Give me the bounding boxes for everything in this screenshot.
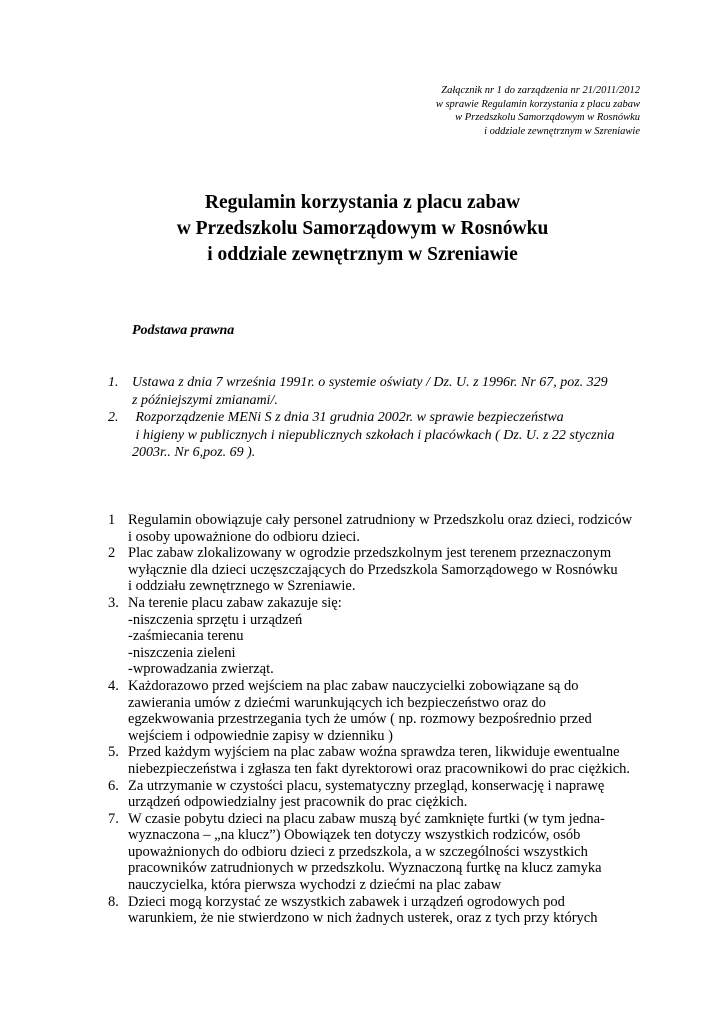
- rule-line: niebezpieczeństwa i zgłasza ten fakt dyrektorowi oraz pracownikowi do prac ciężkich.: [128, 760, 631, 777]
- legal-basis-item: [108, 374, 668, 409]
- legal-basis-heading: Podstawa prawna: [132, 323, 235, 338]
- rule-number: 2: [108, 545, 116, 562]
- rule-number: 1: [108, 512, 116, 528]
- rule-line: Każdorazowo przed wejściem na plac zabaw nauczycielki zobowiązane są do: [128, 677, 579, 694]
- rule-number: 6.: [108, 777, 119, 794]
- item-line: 2003r.. Nr 6,poz. 69 ).: [132, 445, 256, 460]
- rule-line: i osoby upoważnione do odbioru dzieci.: [128, 528, 360, 545]
- rule-line: -niszczenia sprzętu i urządzeń: [128, 611, 303, 628]
- item-line: Rozporządzenie MENi S z dnia 31 grudnia 2002r. w sprawie bezpieczeństwa: [132, 410, 564, 425]
- rule-item: [104, 778, 664, 811]
- rule-number: 5.: [108, 744, 119, 761]
- rule-item: [104, 545, 664, 595]
- rule-line: -wprowadzania zwierząt.: [128, 661, 274, 678]
- rule-line: W czasie pobytu dzieci na placu zabaw muszą być zamknięte furtki (w tym jedna-: [128, 810, 605, 827]
- rule-line: egzekwowania przestrzegania tych że umów ( np. rozmowy bezpośrednio przed: [128, 711, 592, 728]
- rule-item: [104, 744, 664, 777]
- item-line: Ustawa z dnia 7 września 1991r. o systemie oświaty / Dz. U. z 1996r. Nr 67, poz. 329: [132, 375, 608, 390]
- item-number: 2.: [108, 410, 119, 425]
- rule-line: Dzieci mogą korzystać ze wszystkich zabawek i urządzeń ogrodowych pod: [128, 893, 565, 910]
- rule-item: [104, 595, 664, 678]
- rule-line: pracowników zatrudnionych w przedszkolu. Wyznaczoną furtkę na klucz zamyka: [128, 860, 602, 877]
- attachment-note-line: Załącznik nr 1 do zarządzenia nr 21/2011/2012: [441, 85, 640, 96]
- rule-line: wejściem i odpowiednie zapisy w dzienniku ): [128, 727, 393, 744]
- rule-line: zawierania umów z dziećmi warunkujących ich bezpieczeństwo oraz do: [128, 694, 546, 711]
- rule-number: 4.: [108, 677, 119, 694]
- rule-item: [104, 894, 664, 927]
- attachment-note-line: i oddziale zewnętrznym w Szreniawie: [484, 125, 640, 137]
- attachment-note: [436, 84, 640, 138]
- rule-line: i oddziału zewnętrznego w Szreniawie.: [128, 578, 356, 595]
- item-line: i higieny w publicznych i niepublicznych szkołach i placówkach ( Dz. U. z 22 stycznia: [132, 427, 615, 443]
- title-line: i oddziale zewnętrznym w Szreniawie: [207, 244, 518, 265]
- rule-line: Regulamin obowiązuje cały personel zatrudniony w Przedszkolu oraz dzieci, rodziców: [128, 512, 633, 528]
- rule-item: [104, 512, 664, 545]
- item-number: 1.: [108, 375, 119, 390]
- rule-line: wyznaczona – „na klucz”) Obowiązek ten dotyczy wszystkich rodziców, osób: [128, 827, 581, 844]
- title-line: Regulamin korzystania z placu zabaw: [204, 192, 521, 213]
- legal-basis-item: [108, 409, 668, 462]
- rule-line: -niszczenia zieleni: [128, 644, 236, 661]
- title-line: w Przedszkolu Samorządowym w Rosnówku: [176, 218, 549, 239]
- document-title: [0, 190, 725, 268]
- rule-line: Plac zabaw zlokalizowany w ogrodzie przedszkolnym jest terenem przeznaczonym: [128, 545, 612, 562]
- attachment-note-line: w Przedszkolu Samorządowym w Rosnówku: [455, 112, 640, 123]
- rules-list: [104, 512, 664, 927]
- rule-line: upoważnionych do odbioru dzieci z przedszkola, a w szczególności wszystkich: [128, 843, 588, 860]
- rule-number: 3.: [108, 594, 119, 611]
- rule-line: Za utrzymanie w czystości placu, systematyczny przegląd, konserwację i naprawę: [128, 777, 605, 794]
- rule-line: urządzeń odpowiedzialny jest pracownik do prac ciężkich.: [128, 794, 468, 811]
- legal-basis-list: [108, 374, 668, 462]
- attachment-note-line: w sprawie Regulamin korzystania z placu zabaw: [435, 98, 640, 110]
- rule-number: 8.: [108, 893, 119, 910]
- rule-line: -zaśmiecania terenu: [128, 628, 244, 645]
- rule-number: 7.: [108, 810, 119, 827]
- item-line: z późniejszymi zmianami/.: [132, 392, 278, 408]
- rule-line: warunkiem, że nie stwierdzono w nich żadnych usterek, oraz z tych przy których: [128, 910, 598, 927]
- rule-item: [104, 678, 664, 744]
- rule-line: Na terenie placu zabaw zakazuje się:: [128, 594, 342, 611]
- rule-line: nauczycielka, która pierwsza wychodzi z dziećmi na plac zabaw: [128, 877, 502, 894]
- rule-line: Przed każdym wyjściem na plac zabaw woźna sprawdza teren, likwiduje ewentualne: [128, 744, 620, 761]
- rule-item: [104, 811, 664, 894]
- rule-line: wyłącznie dla dzieci uczęszczających do Przedszkola Samorządowego w Rosnówku: [128, 561, 618, 578]
